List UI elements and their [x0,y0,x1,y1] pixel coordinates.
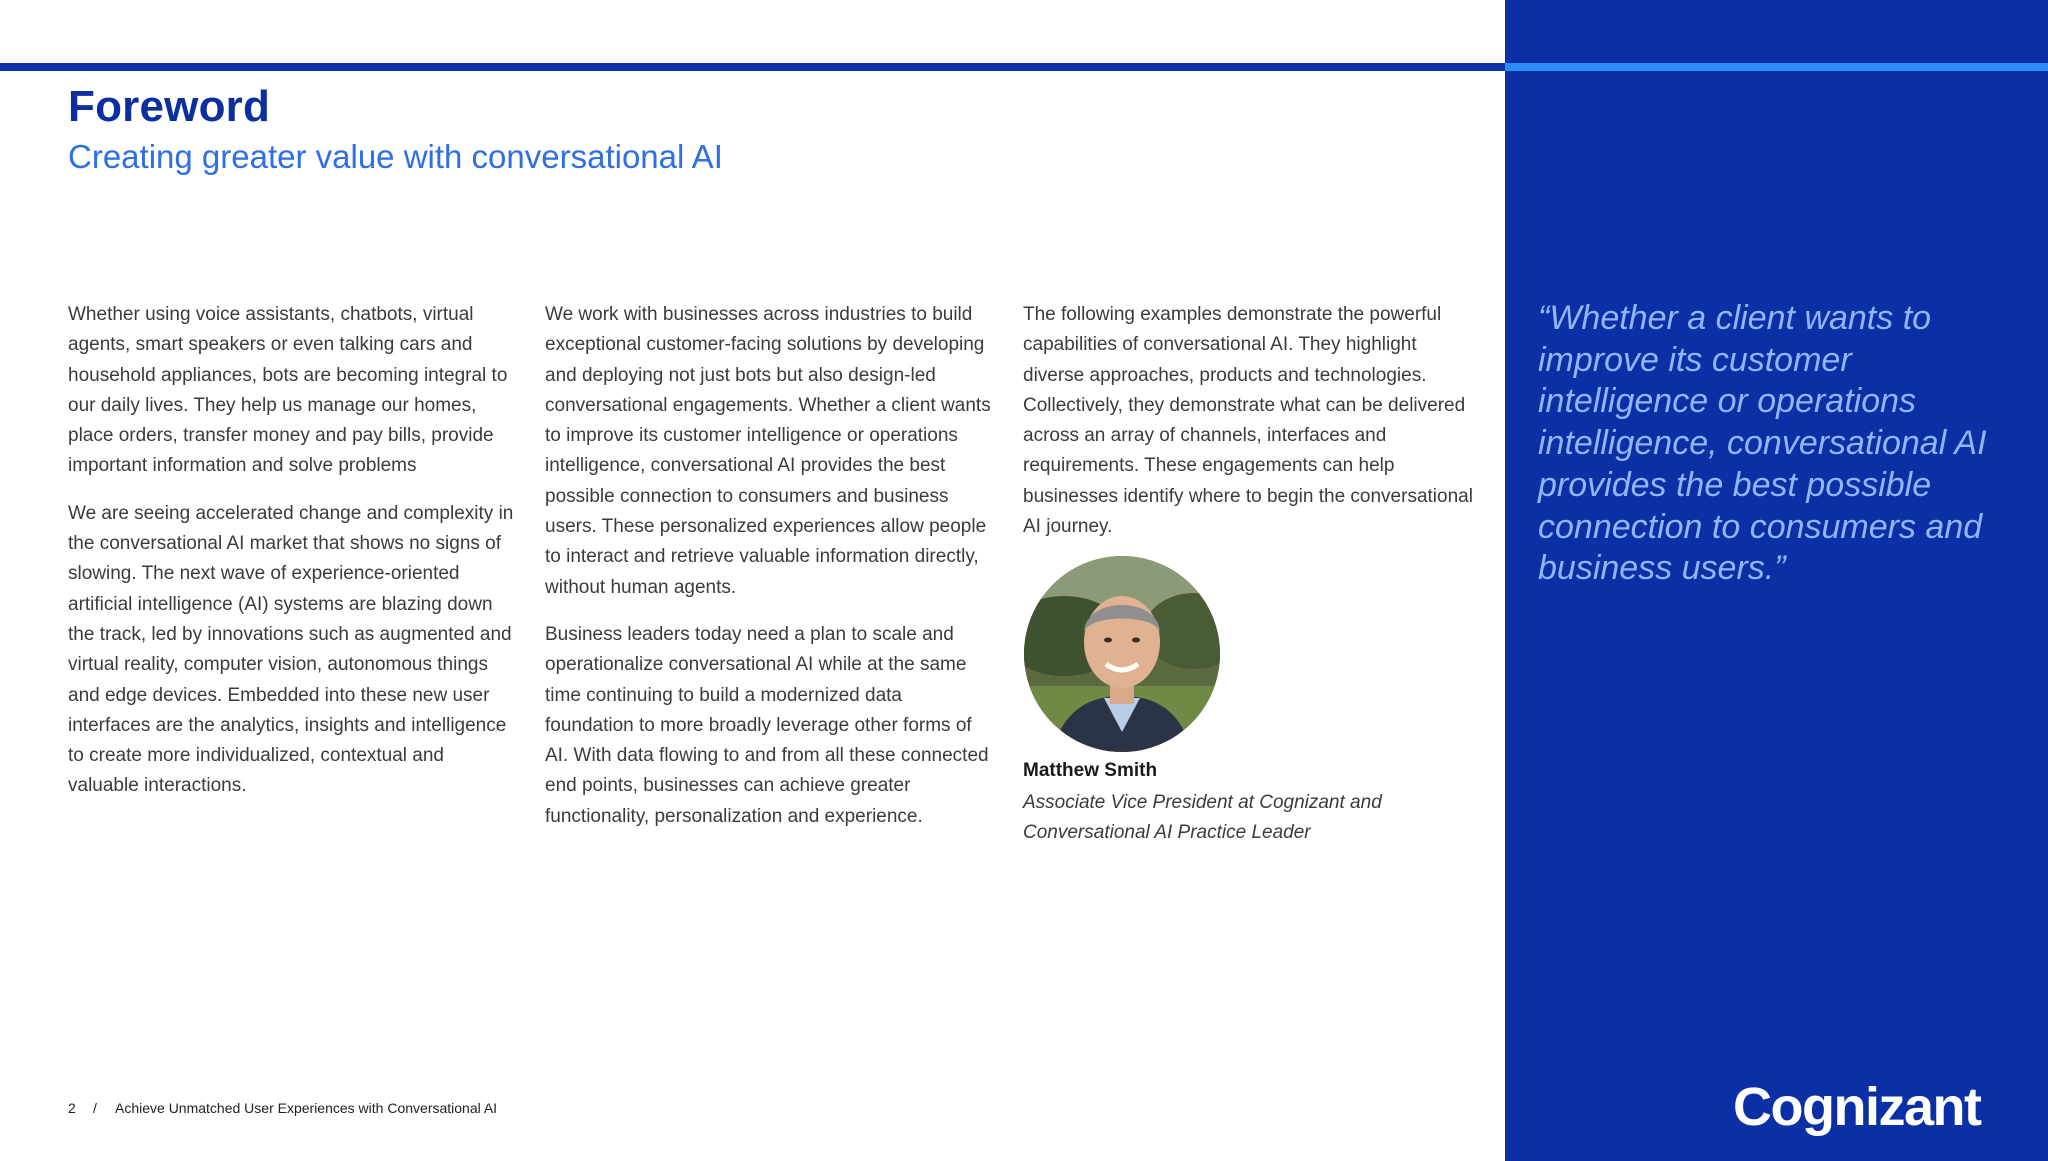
footer-separator: / [93,1100,97,1116]
page-subtitle: Creating greater value with conversational AI [68,138,723,175]
text-column-1 [68,300,518,819]
text-column-3 [1023,300,1473,559]
page-title: Foreword [68,82,271,131]
column-1-paragraph-1: Whether using voice assistants, chatbots, virtual agents, smart speakers or even talking cars and household appliances, bots are becoming integral to our daily lives. They help us manage our homes, place orders, transfer money and pay bills, provide important information and solve problems [68,304,508,477]
author-portrait-image [1024,556,1220,752]
side-divider-rule [1505,63,2048,71]
column-2-paragraph-2: Business leaders today need a plan to scale and operationalize conversational AI while at the same time continuing to build a modernized data foundation to more broadly leverage other forms of AI. With data flowing to and from all these connected end points, businesses can achieve greater functionality, personalization and experience. [545,623,989,827]
column-2-paragraph-1: We work with businesses across industries to build exceptional customer-facing solutions by developing and deploying not just bots but also design-led conversational engagements. Whether a client wants to improve its customer intelligence or operations intelligence, conversational AI provides the best possible connection to consumers and business users. These personalized experiences allow people to interact and retrieve valuable information directly, without human agents. [545,304,991,598]
cognizant-logo: Cognizant [1733,1077,1981,1137]
column-1-paragraph-2: We are seeing accelerated change and complexity in the conversational AI market that shows no signs of slowing. The next wave of experience-oriented artificial intelligence (AI) systems are blazing down the track, led by innovations such as augmented and virtual reality, computer vision, autonomous things and edge devices. Embedded into these new user interfaces are the analytics, insights and intelligence to create more individualized, contextual and valuable interactions. [68,502,514,797]
column-3-paragraph-1: The following examples demonstrate the powerful capabilities of conversational AI. They highlight diverse approaches, products and technologies. Collectively, they demonstrate what can be delivered across an array of channels, interfaces and requirements. These engagements can help businesses identify where to begin the conversational AI journey. [1023,304,1473,538]
top-divider-rule [0,63,1505,71]
pull-quote: “Whether a client wants to improve its customer intelligence or operations intelligence, conversational AI provides the best possible connection to consumers and business users.” [1538,299,1987,588]
author-name: Matthew Smith [1023,760,1158,781]
footer-page-number: 2 [68,1100,76,1116]
author-title: Associate Vice President at Cognizant and Conversational AI Practice Leader [1023,792,1382,844]
footer-document-title: Achieve Unmatched User Experiences with Conversational AI [115,1100,498,1116]
text-column-2 [545,300,995,849]
author-portrait [1024,556,1220,752]
